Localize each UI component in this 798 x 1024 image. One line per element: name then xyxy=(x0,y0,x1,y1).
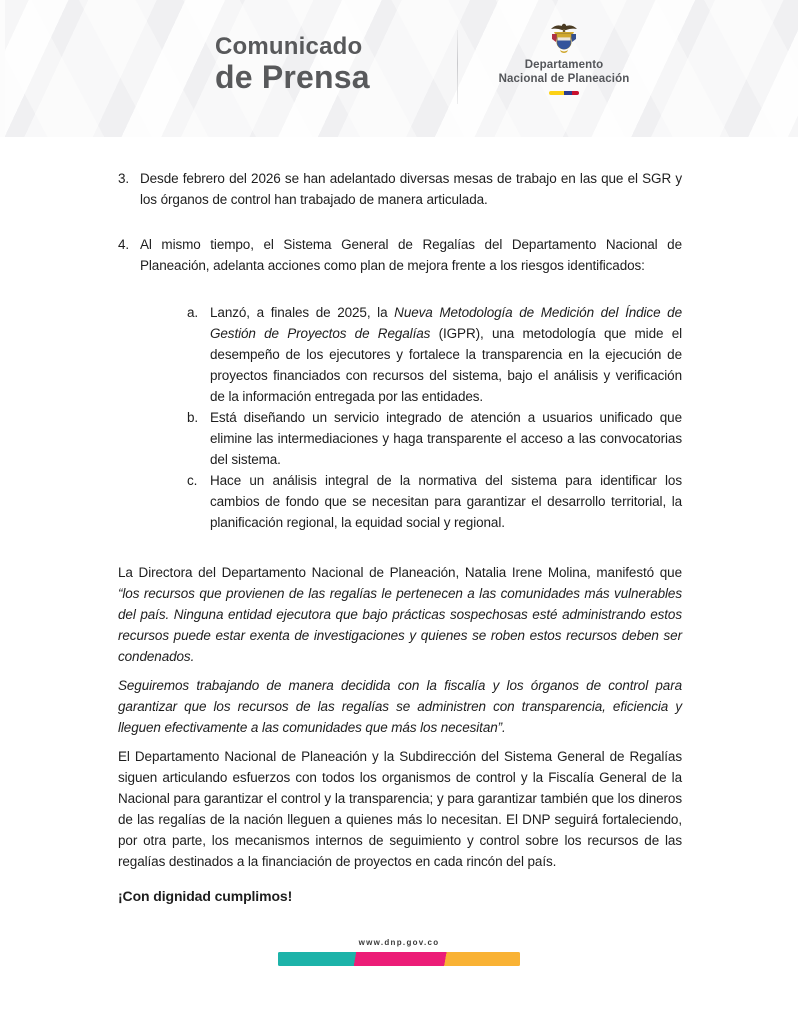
list-marker: c. xyxy=(187,473,198,488)
numbered-item-3 xyxy=(118,168,682,210)
list-marker: 4. xyxy=(118,237,130,252)
paragraph-quote-italic: “los recursos que provienen de las regalías le pertenecen a las comunidades más vulnerables del país. Ninguna entidad ejecutora que bajo prácticas sospechosas esté administrando estos recursos puede estar exenta de investigaciones y quienes se roben estos recursos deben ser condenados. xyxy=(118,586,682,664)
paragraph-dnp-actions: El Departamento Nacional de Planeación y la Subdirección del Sistema General de Regalías siguen articulando esfuerzos con todos los organismos de control y la Fiscalía General de la Nacional para garantizar el control y la transparencia; y para garantizar también que los dineros de las regalías de la nación lleguen a quienes más lo necesitan. El DNP seguirá fortaleciendo, por otra parte, los mecanismos internos de seguimiento y control sobre los recursos de las regalías destinados a la financiación de proyectos en cada rincón del país. xyxy=(118,749,682,869)
flag-red-segment xyxy=(572,91,580,95)
document-body xyxy=(0,137,798,1024)
lettered-item-b xyxy=(187,407,682,470)
header-divider xyxy=(457,30,458,104)
header-band xyxy=(0,0,798,137)
closing-slogan: ¡Con dignidad cumplimos! xyxy=(118,888,293,904)
colombia-flag-bar xyxy=(549,91,579,95)
dnp-logo xyxy=(488,22,640,95)
item-a-regular-post: (IGPR), una metodología que mide el desempeño de los ejecutores y fortalece la transparencia en la ejecución de proyectos financiados con recursos del sistema, bajo el análisis y verificación de la información entregada por las entidades. xyxy=(210,326,682,404)
item-a-regular-pre: Lanzó, a finales de 2025, la xyxy=(210,305,395,320)
list-text: Hace un análisis integral de la normativa del sistema para identificar los cambios de fondo que se necesitan para garantizar el desarrollo territorial, la planificación regional, la equidad social y regional. xyxy=(210,473,682,530)
list-text xyxy=(210,302,682,407)
paragraph-quote-continuation: Seguiremos trabajando de manera decidida con la fiscalía y los órganos de control para garantizar que los recursos de las regalías se administren con transparencia, eficiencia y lleguen efectivamente a las comunidades que más los necesitan”. xyxy=(118,678,682,735)
list-marker: b. xyxy=(187,410,199,425)
list-text: Al mismo tiempo, el Sistema General de Regalías del Departamento Nacional de Planeación, adelanta acciones como plan de mejora frente a los riesgos identificados: xyxy=(140,237,682,273)
flag-blue-segment xyxy=(564,91,572,95)
document-title xyxy=(215,33,370,94)
list-marker: 3. xyxy=(118,171,130,186)
lettered-item-c xyxy=(187,470,682,533)
list-text: Desde febrero del 2026 se han adelantado diversas mesas de trabajo en las que el SGR y los órganos de control han trabajado de manera articulada. xyxy=(140,171,682,207)
numbered-item-4 xyxy=(118,234,682,276)
title-line1: Comunicado xyxy=(215,33,363,60)
paragraph-director-quote xyxy=(118,562,682,667)
lettered-sub-list xyxy=(187,302,682,533)
paragraph-regular-lead: La Directora del Departamento Nacional de Planeación, Natalia Irene Molina, manifestó que xyxy=(118,565,682,580)
page-edge-strip xyxy=(0,0,5,137)
logo-org-line2: Nacional de Planeación xyxy=(498,72,630,85)
item-a-italic-title: Nueva Metodología de Medición del Índice de Gestión de Proyectos de Regalías xyxy=(210,305,682,341)
title-line2: de Prensa xyxy=(215,59,370,95)
brand-color-bar xyxy=(278,952,520,966)
flag-yellow-segment xyxy=(549,91,564,95)
page-footer xyxy=(0,938,798,966)
website-url: www.dnp.gov.co xyxy=(358,938,440,947)
list-marker: a. xyxy=(187,305,199,320)
logo-org-line1: Departamento xyxy=(524,59,604,71)
lettered-item-a xyxy=(187,302,682,407)
coat-of-arms-icon xyxy=(548,22,580,56)
list-text: Está diseñando un servicio integrado de atención a usuarios unificado que elimine las intermediaciones y haga transparente el acceso a las convocatorias del sistema. xyxy=(210,410,682,467)
